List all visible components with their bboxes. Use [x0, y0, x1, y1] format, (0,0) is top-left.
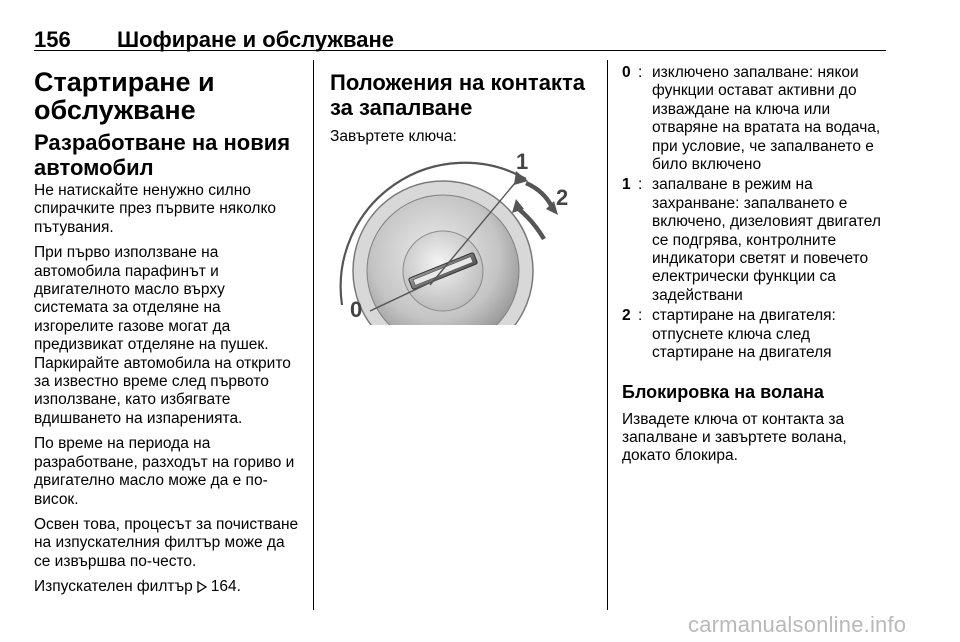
position-label-2: 2 [556, 185, 569, 210]
separator: : [638, 176, 643, 194]
position-label-0: 0 [350, 297, 363, 322]
position-key: 0 [622, 64, 631, 81]
paragraph: Извадете ключа от контакта за запалване и завъртете волана, докато блокира. [622, 410, 847, 465]
list-item [622, 64, 894, 174]
position-key: 1 [622, 176, 631, 194]
position-key: 2 [622, 307, 631, 325]
ignition-diagram [330, 135, 598, 325]
list-item [622, 307, 894, 362]
separator: : [638, 307, 643, 325]
paragraph: Освен това, процесът за почистване на изпускателния филтър може да се извършва по-често. [34, 515, 299, 570]
watermark: carmanualsonline.info [688, 612, 907, 637]
intro-text: Завъртете ключа: [330, 128, 457, 145]
position-description: запалване в режим на захранване: запалването е включено, дизеловият двигател се подгрява, контролните индикатори светят и повечето електрически функции са задействани [652, 176, 881, 304]
reference-page: 164. [210, 578, 241, 596]
ignition-switch-figure [330, 135, 598, 325]
position-description: стартиране на двигателя: отпуснете ключа след стартиране на двигателя [652, 307, 836, 362]
column-divider-1 [313, 60, 314, 610]
paragraph: По време на периода на разработване, разходът на гориво и двигателно масло може да е по-висок. [34, 435, 295, 508]
separator: : [638, 64, 643, 81]
column-left [34, 60, 302, 604]
section-title-steering-lock: Блокировка на волана [622, 381, 824, 402]
reference-text: Изпускателен филтър [34, 578, 193, 596]
page-number: 156 [34, 27, 71, 52]
column-divider-2 [607, 60, 608, 610]
section-title-ignition-positions: Положения на контакта за запалване [330, 70, 585, 120]
section-title-starting: Стартиране и обслужване [34, 67, 215, 125]
start-arc [526, 183, 552, 207]
subsection-title-break-in: Разработване на новия автомобил [34, 130, 291, 180]
page-header [34, 20, 886, 51]
list-item [622, 176, 894, 305]
running-title: Шофиране и обслужване [117, 27, 395, 52]
triangle-ref-icon [197, 581, 207, 593]
cross-reference[interactable] [34, 578, 302, 596]
column-right [622, 60, 894, 473]
paragraph: При първо използване на автомобила парафинът и двигателното масло върху системата за отделяне на изгорелите газове могат да предизвикат отделяне на пушек. Паркирайте автомобила на открито за известно време след първото използване, като избягвате вдишването на изпаренията. [34, 244, 291, 427]
position-description: изключено запалване: някои функции остават активни до изваждане на ключа или отваряне на вратата на водача, при условие, че запалването е било включено [652, 64, 881, 174]
ignition-position-list [622, 64, 894, 363]
position-label-1: 1 [516, 149, 529, 174]
paragraph: Не натискайте ненужно силно спирачките през първите няколко пътувания. [34, 182, 277, 236]
